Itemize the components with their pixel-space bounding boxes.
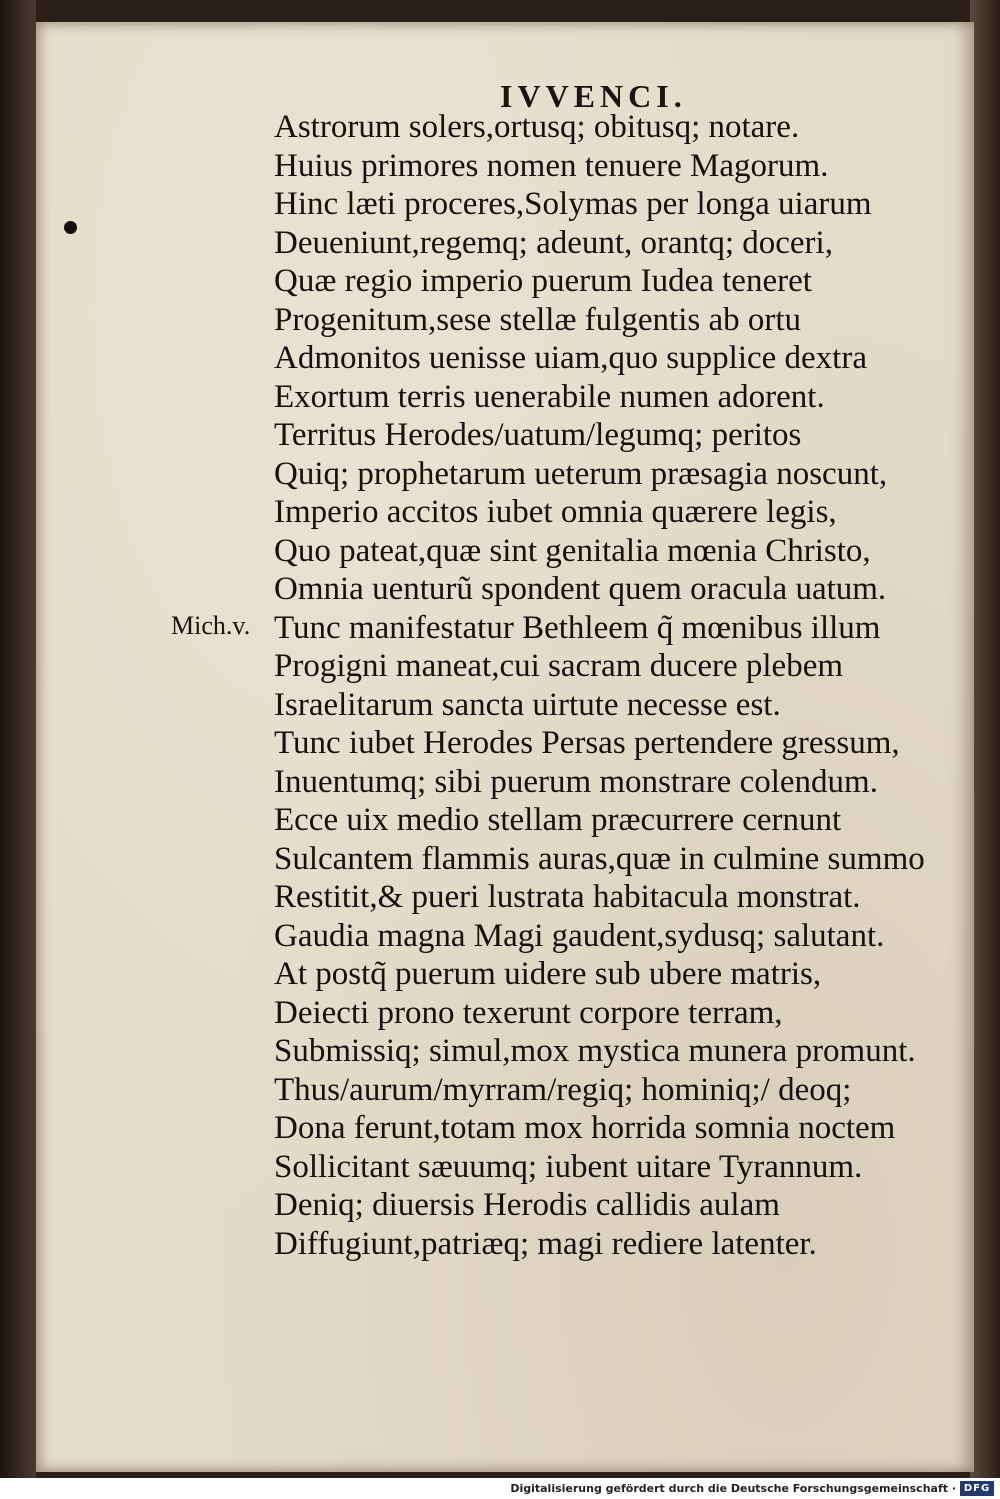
scan-border-left	[0, 0, 36, 1478]
verse-line: Huius primores nomen tenuere Magorum.	[274, 147, 829, 184]
verse-line: Quæ regio imperio puerum Iudea teneret	[274, 263, 812, 299]
verse-line: Quo pateat,quæ sint genitalia mœnia Christo,	[274, 532, 871, 569]
verse-line: Deueniunt,regemq; adeunt, orantq; doceri,	[274, 224, 833, 261]
margin-note: Mich.v.	[171, 611, 251, 640]
verse-line: Progenitum,sese stellæ fulgentis ab ortu	[274, 301, 802, 338]
verse-line: Hinc læti proceres,Solymas per longa uiarum	[274, 186, 872, 222]
verse-list	[274, 108, 954, 1263]
verse-line: Sollicitant sæuumq; iubent uitare Tyrannum.	[274, 1148, 863, 1185]
verse-line: Sulcantem flammis auras,quæ in culmine summo	[274, 840, 925, 877]
verse-line: Thus/aurum/myrram/regiq; hominiq;/ deoq;	[274, 1071, 852, 1108]
verse-line: Tunc iubet Herodes Persas pertendere gressum,	[274, 725, 900, 761]
verse-line: Astrorum solers,ortusq; obitusq; notare.	[274, 109, 800, 145]
verse-line: Dona ferunt,totam mox horrida somnia noctem	[274, 1110, 896, 1146]
margin-dot-mark	[64, 221, 77, 234]
verse-line: Ecce uix medio stellam præcurrere cernunt	[274, 802, 842, 838]
running-header: IVVENCI.	[500, 78, 687, 114]
verse-line: Quiq; prophetarum ueterum præsagia noscunt,	[274, 455, 888, 492]
scan-border-right	[970, 0, 1000, 1478]
verse-line: At postq̃ puerum uidere sub ubere matris,	[274, 956, 822, 992]
verse-line: Deiecti prono texerunt corpore terram,	[274, 994, 783, 1031]
verse-line: Israelitarum sancta uirtute necesse est.	[274, 686, 781, 723]
verse-line: Omnia uenturũ spondent quem oracula uatum.	[274, 571, 887, 607]
dfg-logo: DFG	[960, 1481, 994, 1496]
verse-line: Admonitos uenisse uiam,quo supplice dextra	[274, 340, 867, 376]
verse-line: Tunc manifestatur Bethleem q̃ mœnibus illum	[274, 609, 881, 646]
verse-line: Inuentumq; sibi puerum monstrare colendum.	[274, 763, 878, 800]
verse-line: Progigni maneat,cui sacram ducere plebem	[274, 648, 844, 684]
verse-line: Deniq; diuersis Herodis callidis aulam	[274, 1187, 780, 1223]
verse-line: Territus Herodes/uatum/legumq; peritos	[274, 417, 802, 453]
verse-line: Diffugiunt,patriæq; magi rediere latenter.	[274, 1225, 817, 1262]
verse-line: Restitit,& pueri lustrata habitacula monstrat.	[274, 879, 861, 915]
verse-line: Exortum terris uenerabile numen adorent.	[274, 378, 825, 415]
verse-line: Submissiq; simul,mox mystica munera promunt.	[274, 1033, 916, 1069]
funding-credit: Digitalisierung gefördert durch die Deutsche Forschungsgemeinschaft ·	[510, 1482, 956, 1495]
digitization-footer	[0, 1478, 1000, 1499]
verse-line: Gaudia magna Magi gaudent,sydusq; salutant.	[274, 917, 885, 954]
verse-line: Imperio accitos iubet omnia quærere legis,	[274, 494, 837, 530]
